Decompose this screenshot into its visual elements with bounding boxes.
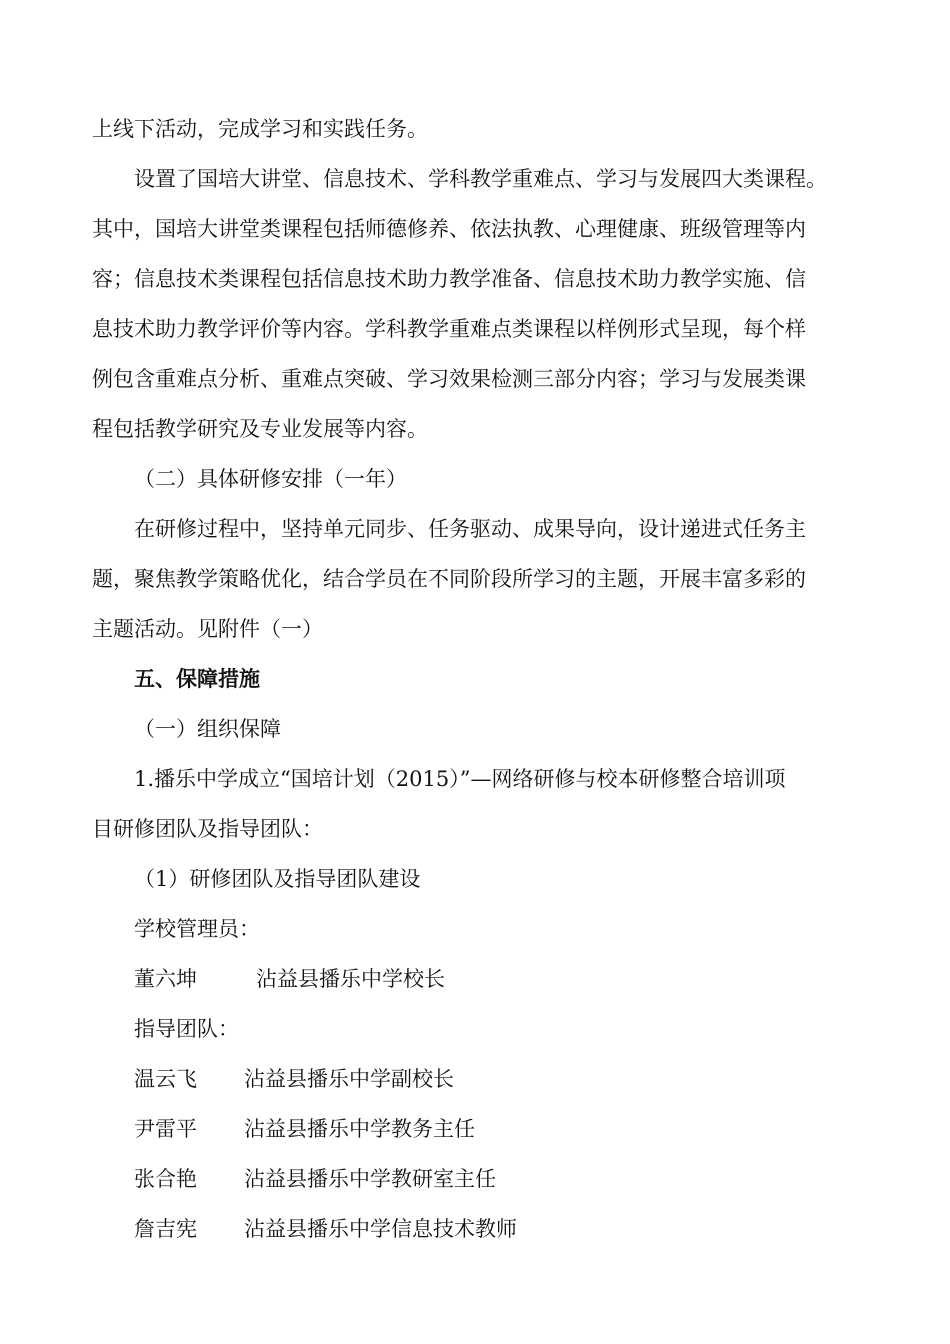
person-name: 张合艳 <box>134 1167 197 1191</box>
guide-entry <box>92 1054 862 1104</box>
section-heading: 五、保障措施 <box>134 666 260 691</box>
guide-entry <box>92 1104 862 1154</box>
person-name: 尹雷平 <box>134 1117 197 1141</box>
guide-entry <box>92 1154 862 1204</box>
person-role: 沾益县播乐中学副校长 <box>244 1067 454 1091</box>
person-name: 詹吉宪 <box>134 1217 197 1241</box>
guide-entry <box>92 1204 862 1254</box>
text-line: 容；信息技术类课程包括信息技术助力教学准备、信息技术助力教学实施、信 <box>92 267 806 291</box>
text-line: 题，聚焦教学策略优化，结合学员在不同阶段所学习的主题，开展丰富多彩的 <box>92 567 806 591</box>
admin-entry <box>92 954 862 1004</box>
text-line: 1.播乐中学成立“国培计划（2015）”—网络研修与校本研修整合培训项 <box>134 767 786 791</box>
label-line: 学校管理员： <box>134 917 260 941</box>
text-line: 上线下活动，完成学习和实践任务。 <box>92 117 428 141</box>
text-line: 其中，国培大讲堂类课程包括师德修养、依法执教、心理健康、班级管理等内 <box>92 217 806 241</box>
text-line: 息技术助力教学评价等内容。学科教学重难点类课程以样例形式呈现，每个样 <box>92 317 806 341</box>
person-role: 沾益县播乐中学校长 <box>256 967 445 991</box>
subheading: （一）组织保障 <box>134 717 281 741</box>
text-line: 设置了国培大讲堂、信息技术、学科教学重难点、学习与发展四大类课程。 <box>134 167 827 191</box>
text-line: 例包含重难点分析、重难点突破、学习效果检测三部分内容；学习与发展类课 <box>92 367 806 391</box>
person-name: 温云飞 <box>134 1067 197 1091</box>
subheading: （二）具体研修安排（一年） <box>134 467 407 491</box>
subheading: （1）研修团队及指导团队建设 <box>134 867 421 891</box>
document-body <box>92 104 862 1254</box>
text-line: 目研修团队及指导团队： <box>92 817 323 841</box>
text-line: 在研修过程中，坚持单元同步、任务驱动、成果导向，设计递进式任务主 <box>134 517 806 541</box>
text-line: 程包括教学研究及专业发展等内容。 <box>92 417 428 441</box>
person-role: 沾益县播乐中学教研室主任 <box>244 1167 496 1191</box>
person-role: 沾益县播乐中学教务主任 <box>244 1117 475 1141</box>
text-line: 主题活动。见附件（一） <box>92 617 323 641</box>
label-line: 指导团队： <box>134 1017 239 1041</box>
person-name: 董六坤 <box>134 967 197 991</box>
person-role: 沾益县播乐中学信息技术教师 <box>244 1217 517 1241</box>
